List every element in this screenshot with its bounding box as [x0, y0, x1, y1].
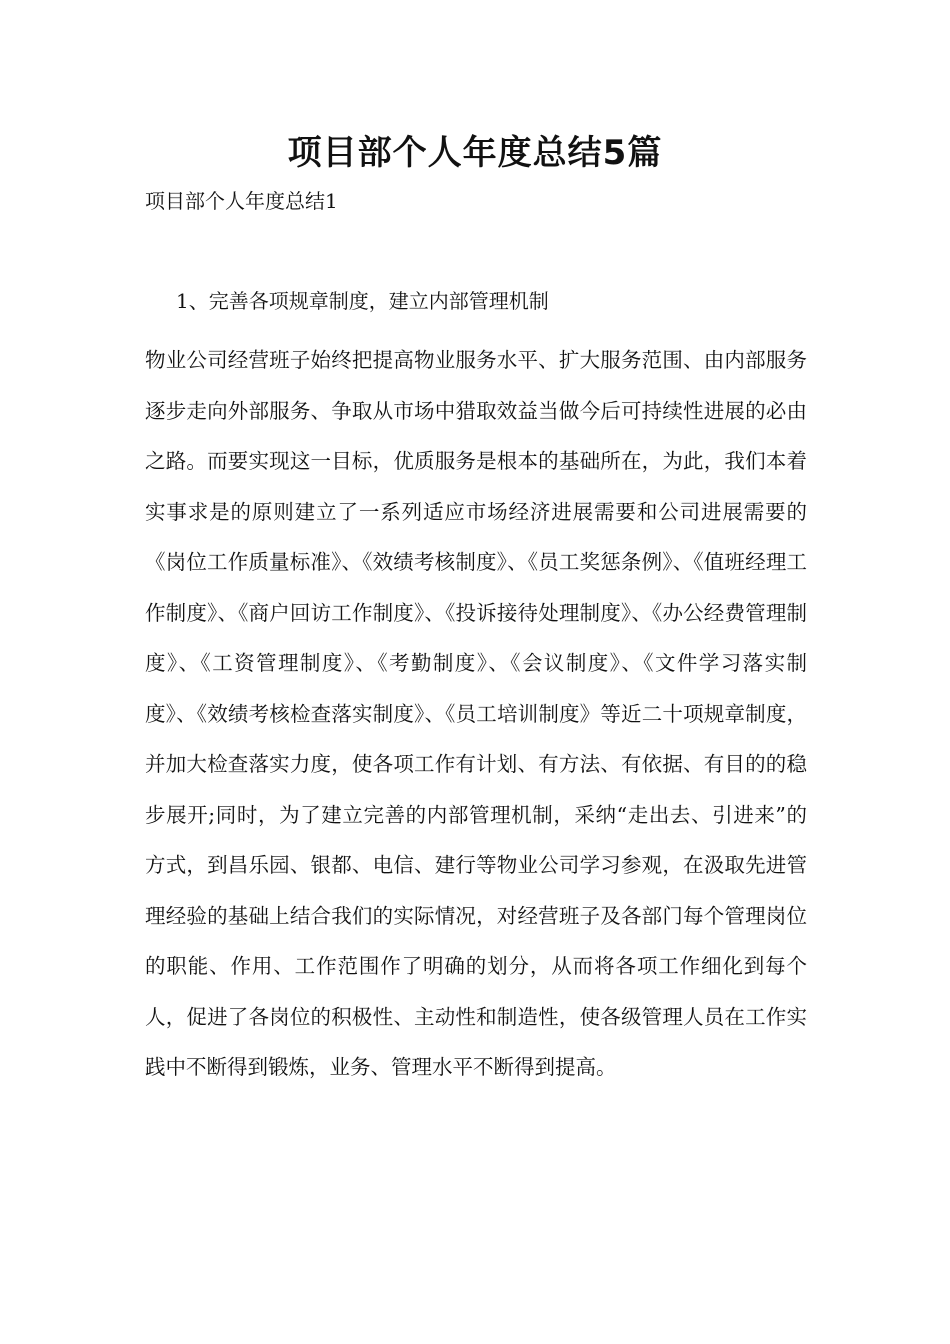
body-paragraph: 物业公司经营班子始终把提高物业服务水平、扩大服务范围、由内部服务逐步走向外部服务、争取从市场中猎取效益当做今后可持续性进展的必由之路。而要实现这一目标，优质服务是根本的基础所在，为此，我们本着实事求是的原则建立了一系列适应市场经济进展需要和公司进展需要的《岗位工作质量标准》、《效绩考核制度》、《员工奖惩条例》、《值班经理工作制度》、《商户回访工作制度》、《投诉接待处理制度》、《办公经费管理制度》、《工资管理制度》、《考勤制度》、《会议制度》、《文件学习落实制度》、《效绩考核检查落实制度》、《员工培训制度》等近二十项规章制度，并加大检查落实力度，使各项工作有计划、有方法、有依据、有目的的稳步展开;同时，为了建立完善的内部管理机制，采纳“走出去、引进来”的方式，到昌乐园、银都、电信、建行等物业公司学习参观，在汲取先进管理经验的基础上结合我们的实际情况，对经营班子及各部门每个管理岗位的职能、作用、工作范围作了明确的划分，从而将各项工作细化到每个人，促进了各岗位的积极性、主动性和制造性，使各级管理人员在工作实践中不断得到锻炼，业务、管理水平不断得到提高。: [145, 348, 807, 1079]
document-subtitle: 项目部个人年度总结1: [145, 189, 338, 213]
section-heading: 1、完善各项规章制度，建立内部管理机制: [176, 289, 549, 313]
document-title: 项目部个人年度总结5篇: [287, 133, 663, 173]
